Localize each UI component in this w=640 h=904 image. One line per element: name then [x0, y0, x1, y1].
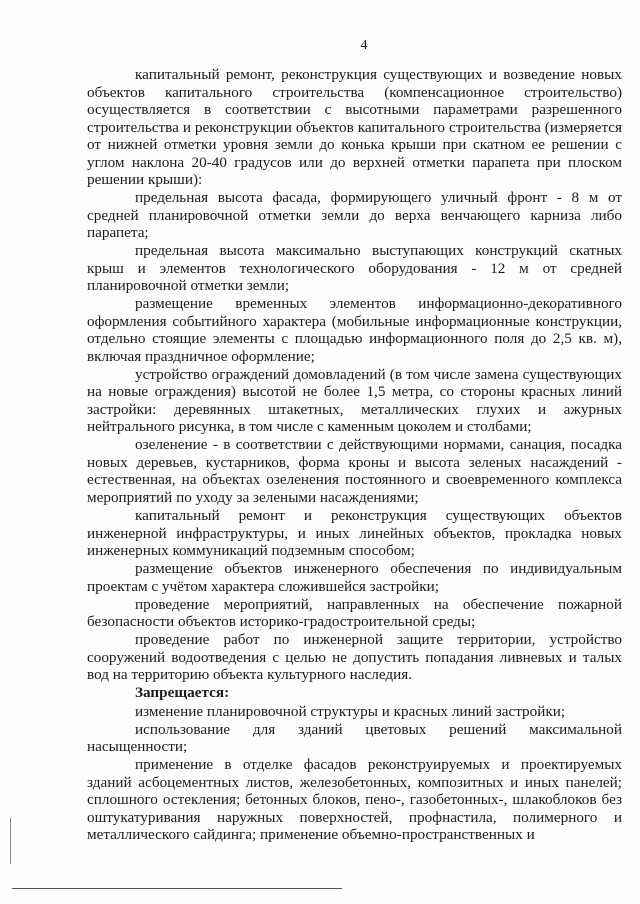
paragraph-infrastructure: капитальный ремонт и реконструкция существующих объектов инженерной инфраструктуры, и иных линейных объектов, прокладка новых инженерных коммуникаций подземным способом; [87, 507, 622, 560]
paragraph-fire-safety: проведение мероприятий, направленных на обеспечение пожарной безопасности объектов историко-градостроительной среды; [87, 595, 622, 631]
paragraph-territory-protection: проведение работ по инженерной защите территории, устройство сооружений водоотведения с целью не допустить попадания ливневых и талых вод на территорию объекта культурного наследия. [87, 631, 622, 684]
paragraph-landscaping: озеленение - в соответствии с действующими нормами, санация, посадка новых деревьев, кустарников, форма кроны и высота зеленых насаждений - естественная, на объектах озеленения постоянного и своевременного комплекса мероприятий по уходу за зелеными насаждениями; [87, 436, 622, 506]
prohibited-heading: Запрещается: [135, 684, 230, 702]
paragraph-temporary-elements: размещение временных элементов информационно-декоративного оформления событийного характера (мобильные информационные конструкции, отдельно стоящие элементы с площадью информационного поля до 2,5 кв. м), включая праздничное оформление; [87, 295, 622, 365]
page-number: 4 [360, 38, 368, 53]
paragraph-capital-repair: капитальный ремонт, реконструкция существующих и возведение новых объектов капитального строительства (компенсационное строительство) осуществляется в соответствии с высотными параметрами разрешенного строительства и реконструкции объектов капитального строительства (измеряется от нижней отметки уровня земли до конька крыши при скатном ее решении с углом наклона 20-40 градусов или до верхней отметки парапета при плоском решении крыши): [87, 66, 622, 188]
paragraph-engineering-objects: размещение объектов инженерного обеспечения по индивидуальным проектам с учётом характера сложившейся застройки; [87, 560, 622, 595]
prohibited-item: изменение планировочной структуры и красных линий застройки; [135, 702, 566, 720]
paragraph-roof-height: предельная высота максимально выступающих конструкций скатных крыш и элементов технологического оборудования - 12 м от средней планировочной отметки земли; [87, 242, 622, 295]
prohibited-item: использование для зданий цветовых решений максимальной насыщенности; [87, 720, 622, 756]
prohibited-item: применение в отделке фасадов реконструируемых и проектируемых зданий асбоцементных листов, железобетонных, композитных и иных панелей; сплошного остекления; бетонных блоков, пено-, газобетонных-, шлакоблоков без оштукатуривания наружных поверхностей, профнастила, полимерного и металлического сайдинга; применение объемно-пространственных и [87, 756, 622, 844]
paragraph-facade-height: предельная высота фасада, формирующего уличный фронт - 8 м от средней планировочной отметки земли до верха венчающего карниза либо парапета; [87, 189, 622, 242]
document-body [87, 66, 622, 844]
scan-margin-line [10, 818, 11, 864]
paragraph-fences: устройство ограждений домовладений (в том числе замена существующих на новые ограждения) высотой не более 1,5 метра, со стороны красных линий застройки: деревянных штакетных, металлических глухих и ажурных нейтрального рисунка, в том числе с каменным цоколем и столбами; [87, 365, 622, 436]
footer-rule [12, 888, 342, 889]
